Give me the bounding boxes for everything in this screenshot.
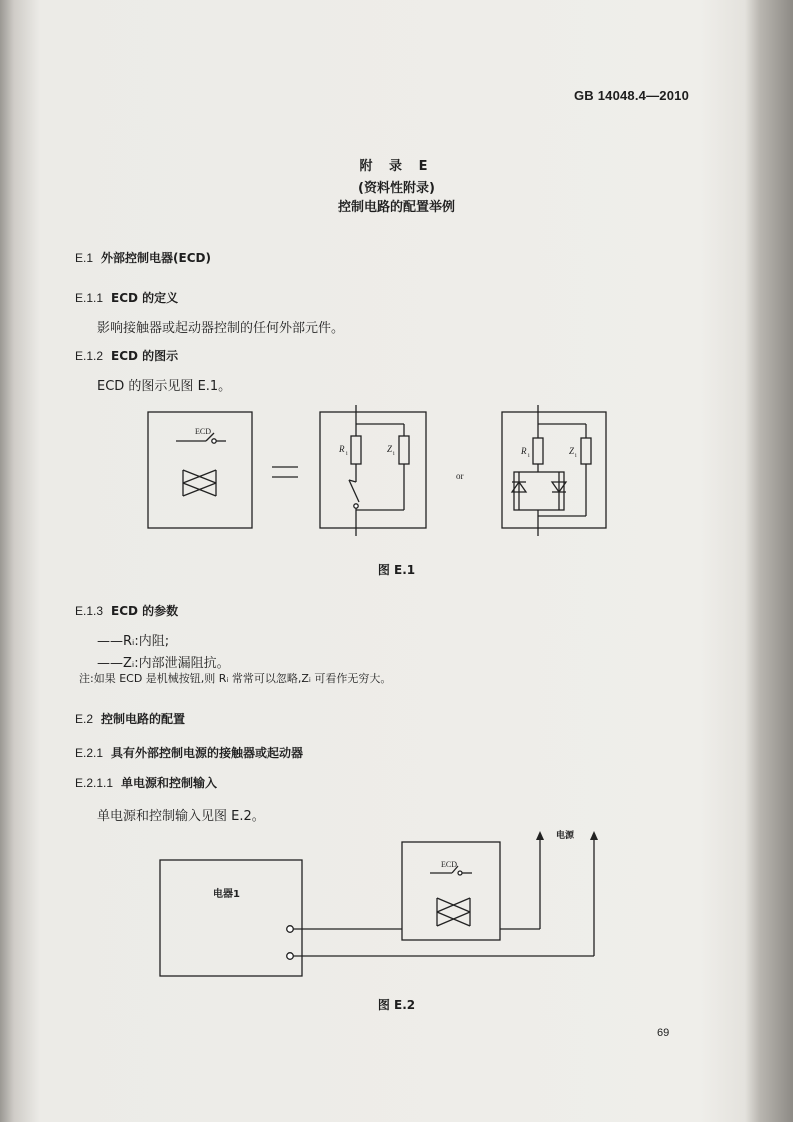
ri-resistor xyxy=(533,438,543,464)
section-e11-heading xyxy=(75,289,178,306)
section-e12-heading xyxy=(75,347,178,364)
section-e11-text: 影响接触器或起动器控制的任何外部元件。 xyxy=(97,321,345,336)
zi-impedance xyxy=(399,436,409,464)
parameter-item-zi: ——Zᵢ:内部泄漏阻抗。 xyxy=(97,656,230,671)
page-number: 69 xyxy=(657,1027,670,1039)
arrow-up-icon xyxy=(536,831,544,840)
figure-e2-caption: 图 E.2 xyxy=(377,998,416,1012)
annex-type: (资料性附录) xyxy=(358,181,435,196)
ri-label: R xyxy=(521,446,527,456)
switch-contact xyxy=(212,439,216,443)
zi-label: Z xyxy=(387,444,393,454)
device-1-label: 电器1 xyxy=(213,889,240,900)
section-title: 具有外部控制电源的接触器或起动器 xyxy=(111,746,304,760)
section-e21-heading xyxy=(75,744,303,761)
annex-title: 控制电路的配置举例 xyxy=(337,200,455,215)
ri-resistor xyxy=(351,436,361,464)
switch-contact xyxy=(458,871,462,875)
arrow-up-icon xyxy=(590,831,598,840)
ecd-box xyxy=(402,842,500,940)
section-title: ECD 的参数 xyxy=(111,604,179,618)
section-title: ECD 的图示 xyxy=(111,349,179,363)
zi-label: Z xyxy=(569,446,575,456)
zi-impedance xyxy=(581,438,591,464)
section-number: E.1.1 xyxy=(75,291,104,305)
section-number: E.2.1 xyxy=(75,746,104,760)
switch-blade xyxy=(349,480,359,502)
ecd-label: ECD xyxy=(195,427,211,436)
ecd-label: ECD xyxy=(441,860,457,869)
annex-label: 附 录 E xyxy=(359,159,434,174)
zi-subscript: i xyxy=(393,451,395,457)
section-number: E.2 xyxy=(75,712,94,726)
ri-label: R xyxy=(339,444,345,454)
terminal xyxy=(287,953,294,960)
device-1-box xyxy=(160,860,302,976)
figure-e1-caption: 图 E.1 xyxy=(377,563,416,577)
section-e211-heading xyxy=(75,774,217,791)
note-text: 注:如果 ECD 是机械按钮,则 Rᵢ 常常可以忽略,Zᵢ 可看作无穷大。 xyxy=(79,672,392,685)
supply-label: 电源 xyxy=(556,831,575,841)
section-title: 控制电路的配置 xyxy=(101,712,186,726)
figure-e1-diagram xyxy=(0,400,793,550)
section-e12-text: ECD 的图示见图 E.1。 xyxy=(97,379,232,394)
standard-number: GB 14048.4—2010 xyxy=(574,88,690,103)
section-e2-heading xyxy=(75,710,185,727)
section-number: E.2.1.1 xyxy=(75,776,114,790)
section-e211-text: 单电源和控制输入见图 E.2。 xyxy=(97,809,265,824)
section-e13-heading xyxy=(75,602,178,619)
parameter-item-ri: ——Rᵢ:内阻; xyxy=(97,634,170,649)
figure-e2-diagram xyxy=(0,828,793,988)
section-title: 单电源和控制输入 xyxy=(121,776,218,790)
section-number: E.1.2 xyxy=(75,349,104,363)
switch-contact xyxy=(354,504,358,508)
section-title: 外部控制电器(ECD) xyxy=(101,251,211,265)
section-number: E.1.3 xyxy=(75,604,104,618)
section-number: E.1 xyxy=(75,251,94,265)
or-label: or xyxy=(456,471,464,481)
terminal xyxy=(287,926,294,933)
bridge-box xyxy=(514,472,564,510)
ri-subscript: i xyxy=(528,453,530,459)
section-e1-heading xyxy=(75,249,211,266)
section-title: ECD 的定义 xyxy=(111,291,179,305)
zi-subscript: i xyxy=(575,453,577,459)
ri-subscript: i xyxy=(346,451,348,457)
